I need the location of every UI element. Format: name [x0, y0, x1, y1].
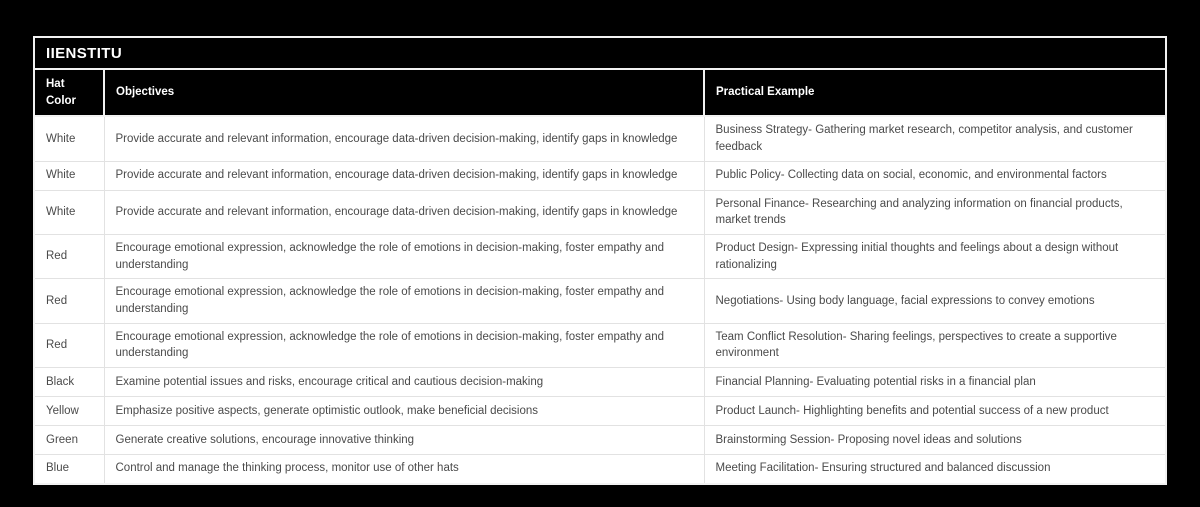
table-row	[34, 397, 1166, 426]
cell-hat-color: Black	[34, 368, 104, 397]
brand-title: IIENSTITU	[34, 37, 1166, 69]
six-thinking-hats-card	[33, 36, 1167, 485]
cell-practical-example: Meeting Facilitation- Ensuring structured and balanced discussion	[704, 455, 1166, 484]
cell-practical-example: Product Launch- Highlighting benefits and potential success of a new product	[704, 397, 1166, 426]
table-row	[34, 426, 1166, 455]
cell-objectives: Encourage emotional expression, acknowledge the role of emotions in decision-making, foster empathy and understanding	[104, 279, 704, 323]
table-row	[34, 190, 1166, 234]
column-header-practical-example: Practical Example	[704, 69, 1166, 116]
table-row	[34, 368, 1166, 397]
cell-hat-color: White	[34, 161, 104, 190]
cell-hat-color: Blue	[34, 455, 104, 484]
brand-title-row	[34, 37, 1166, 69]
table-body	[34, 116, 1166, 483]
cell-objectives: Provide accurate and relevant information, encourage data-driven decision-making, identify gaps in knowledge	[104, 190, 704, 234]
cell-practical-example: Brainstorming Session- Proposing novel ideas and solutions	[704, 426, 1166, 455]
table-row	[34, 116, 1166, 161]
cell-practical-example: Business Strategy- Gathering market research, competitor analysis, and customer feedback	[704, 116, 1166, 161]
table-row	[34, 279, 1166, 323]
cell-practical-example: Personal Finance- Researching and analyzing information on financial products, market trends	[704, 190, 1166, 234]
cell-practical-example: Negotiations- Using body language, facial expressions to convey emotions	[704, 279, 1166, 323]
cell-practical-example: Team Conflict Resolution- Sharing feelings, perspectives to create a supportive environment	[704, 323, 1166, 367]
cell-objectives: Examine potential issues and risks, encourage critical and cautious decision-making	[104, 368, 704, 397]
cell-hat-color: Yellow	[34, 397, 104, 426]
table-row	[34, 161, 1166, 190]
cell-objectives: Emphasize positive aspects, generate optimistic outlook, make beneficial decisions	[104, 397, 704, 426]
six-thinking-hats-table	[33, 36, 1167, 485]
table-row	[34, 323, 1166, 367]
cell-objectives: Encourage emotional expression, acknowledge the role of emotions in decision-making, foster empathy and understanding	[104, 235, 704, 279]
column-header-objectives: Objectives	[104, 69, 704, 116]
cell-hat-color: Red	[34, 279, 104, 323]
column-header-row	[34, 69, 1166, 116]
cell-objectives: Provide accurate and relevant information, encourage data-driven decision-making, identify gaps in knowledge	[104, 116, 704, 161]
cell-hat-color: Red	[34, 323, 104, 367]
cell-practical-example: Financial Planning- Evaluating potential risks in a financial plan	[704, 368, 1166, 397]
cell-hat-color: White	[34, 190, 104, 234]
cell-hat-color: Red	[34, 235, 104, 279]
cell-practical-example: Product Design- Expressing initial thoughts and feelings about a design without rationalizing	[704, 235, 1166, 279]
column-header-hat-color: Hat Color	[34, 69, 104, 116]
cell-objectives: Provide accurate and relevant information, encourage data-driven decision-making, identify gaps in knowledge	[104, 161, 704, 190]
cell-hat-color: Green	[34, 426, 104, 455]
cell-objectives: Generate creative solutions, encourage innovative thinking	[104, 426, 704, 455]
cell-objectives: Control and manage the thinking process, monitor use of other hats	[104, 455, 704, 484]
table-row	[34, 455, 1166, 484]
cell-practical-example: Public Policy- Collecting data on social, economic, and environmental factors	[704, 161, 1166, 190]
cell-hat-color: White	[34, 116, 104, 161]
table-row	[34, 235, 1166, 279]
cell-objectives: Encourage emotional expression, acknowledge the role of emotions in decision-making, foster empathy and understanding	[104, 323, 704, 367]
